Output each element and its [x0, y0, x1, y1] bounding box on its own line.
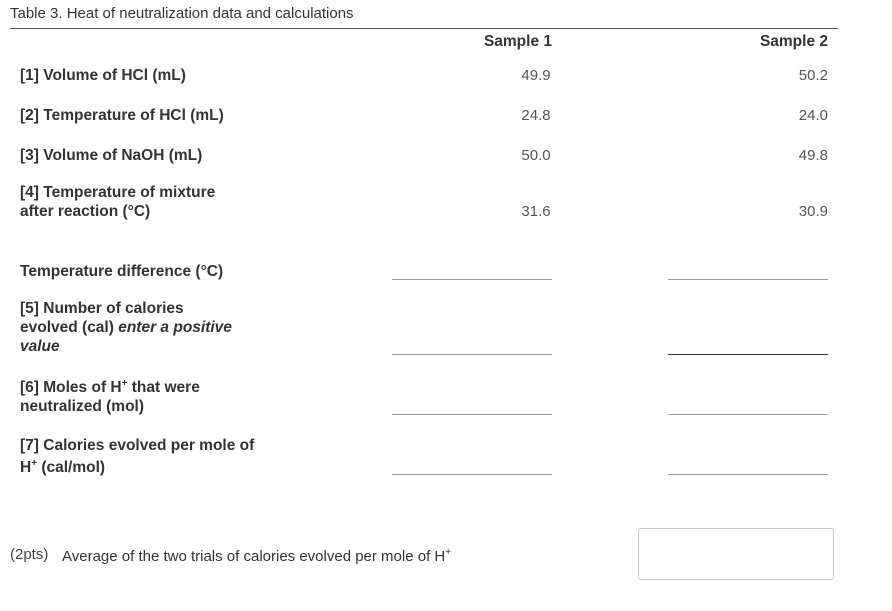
row-label-calories-per-mole-line-2 [20, 457, 290, 479]
row-label-volume-hcl: [1] Volume of HCl (mL) [20, 67, 186, 84]
row-label-calories-per-mole [20, 435, 290, 479]
row-label-moles-neutralized [20, 378, 290, 416]
column-header-sample-1: Sample 1 [483, 33, 552, 50]
column-header-sample-2: Sample 2 [759, 33, 828, 50]
average-question-superscript: + [445, 547, 452, 558]
row-label-calories-evolved-line-1: [5] Number of calories [20, 300, 184, 317]
average-answer-input[interactable] [638, 528, 834, 580]
label-superscript: + [31, 458, 38, 469]
row-label-temperature-mixture [20, 183, 290, 221]
label-suffix: that were [127, 379, 200, 396]
table-caption: Table 3. Heat of neutralization data and calculations [10, 5, 354, 22]
row-label-volume-naoh: [3] Volume of NaOH (mL) [20, 147, 203, 164]
value-volume-naoh-sample-1: 50.0 [521, 147, 551, 164]
value-temperature-hcl-sample-2: 24.0 [798, 107, 828, 124]
average-question [62, 548, 451, 565]
label-suffix: (cal/mol) [37, 459, 106, 476]
answer-moles-neutralized-sample-2[interactable] [668, 414, 828, 415]
row-label-calories-evolved-line-2 [20, 318, 290, 337]
answer-calories-evolved-sample-2[interactable] [668, 354, 828, 355]
answer-calories-evolved-sample-1[interactable] [392, 354, 552, 355]
average-question-text: Average of the two trials of calories evolved per mole of H [62, 548, 446, 565]
row-label-calories-per-mole-line-1: [7] Calories evolved per mole of [20, 437, 255, 454]
row-label-temperature-mixture-line-1: [4] Temperature of mixture [20, 184, 216, 201]
value-temperature-mixture-sample-2: 30.9 [798, 203, 828, 220]
answer-calories-per-mole-sample-1[interactable] [392, 474, 552, 475]
label-superscript: + [121, 378, 128, 389]
value-temperature-hcl-sample-1: 24.8 [521, 107, 551, 124]
value-temperature-mixture-sample-1: 31.6 [521, 203, 551, 220]
label-italic-note: enter a positive [118, 319, 232, 336]
row-label-temperature-difference: Temperature difference (°C) [20, 263, 224, 280]
label-prefix: H [20, 459, 32, 476]
answer-moles-neutralized-sample-1[interactable] [392, 414, 552, 415]
row-label-calories-evolved-line-3 [20, 337, 290, 356]
label-prefix: [6] Moles of H [20, 379, 122, 396]
row-label-moles-neutralized-line-2: neutralized (mol) [20, 398, 145, 415]
points-label: (2pts) [10, 546, 49, 563]
value-volume-naoh-sample-2: 49.8 [798, 147, 828, 164]
row-label-moles-neutralized-line-1 [20, 378, 290, 397]
label-prefix: evolved (cal) [20, 319, 119, 336]
row-label-calories-evolved [20, 299, 290, 356]
table-top-rule [10, 28, 838, 29]
answer-temperature-difference-sample-1[interactable] [392, 279, 552, 280]
answer-calories-per-mole-sample-2[interactable] [668, 474, 828, 475]
answer-temperature-difference-sample-2[interactable] [668, 279, 828, 280]
row-label-temperature-mixture-line-2: after reaction (°C) [20, 203, 151, 220]
value-volume-hcl-sample-1: 49.9 [521, 67, 551, 84]
label-italic-note-end: value [20, 338, 60, 355]
value-volume-hcl-sample-2: 50.2 [798, 67, 828, 84]
row-label-temperature-hcl: [2] Temperature of HCl (mL) [20, 107, 224, 124]
